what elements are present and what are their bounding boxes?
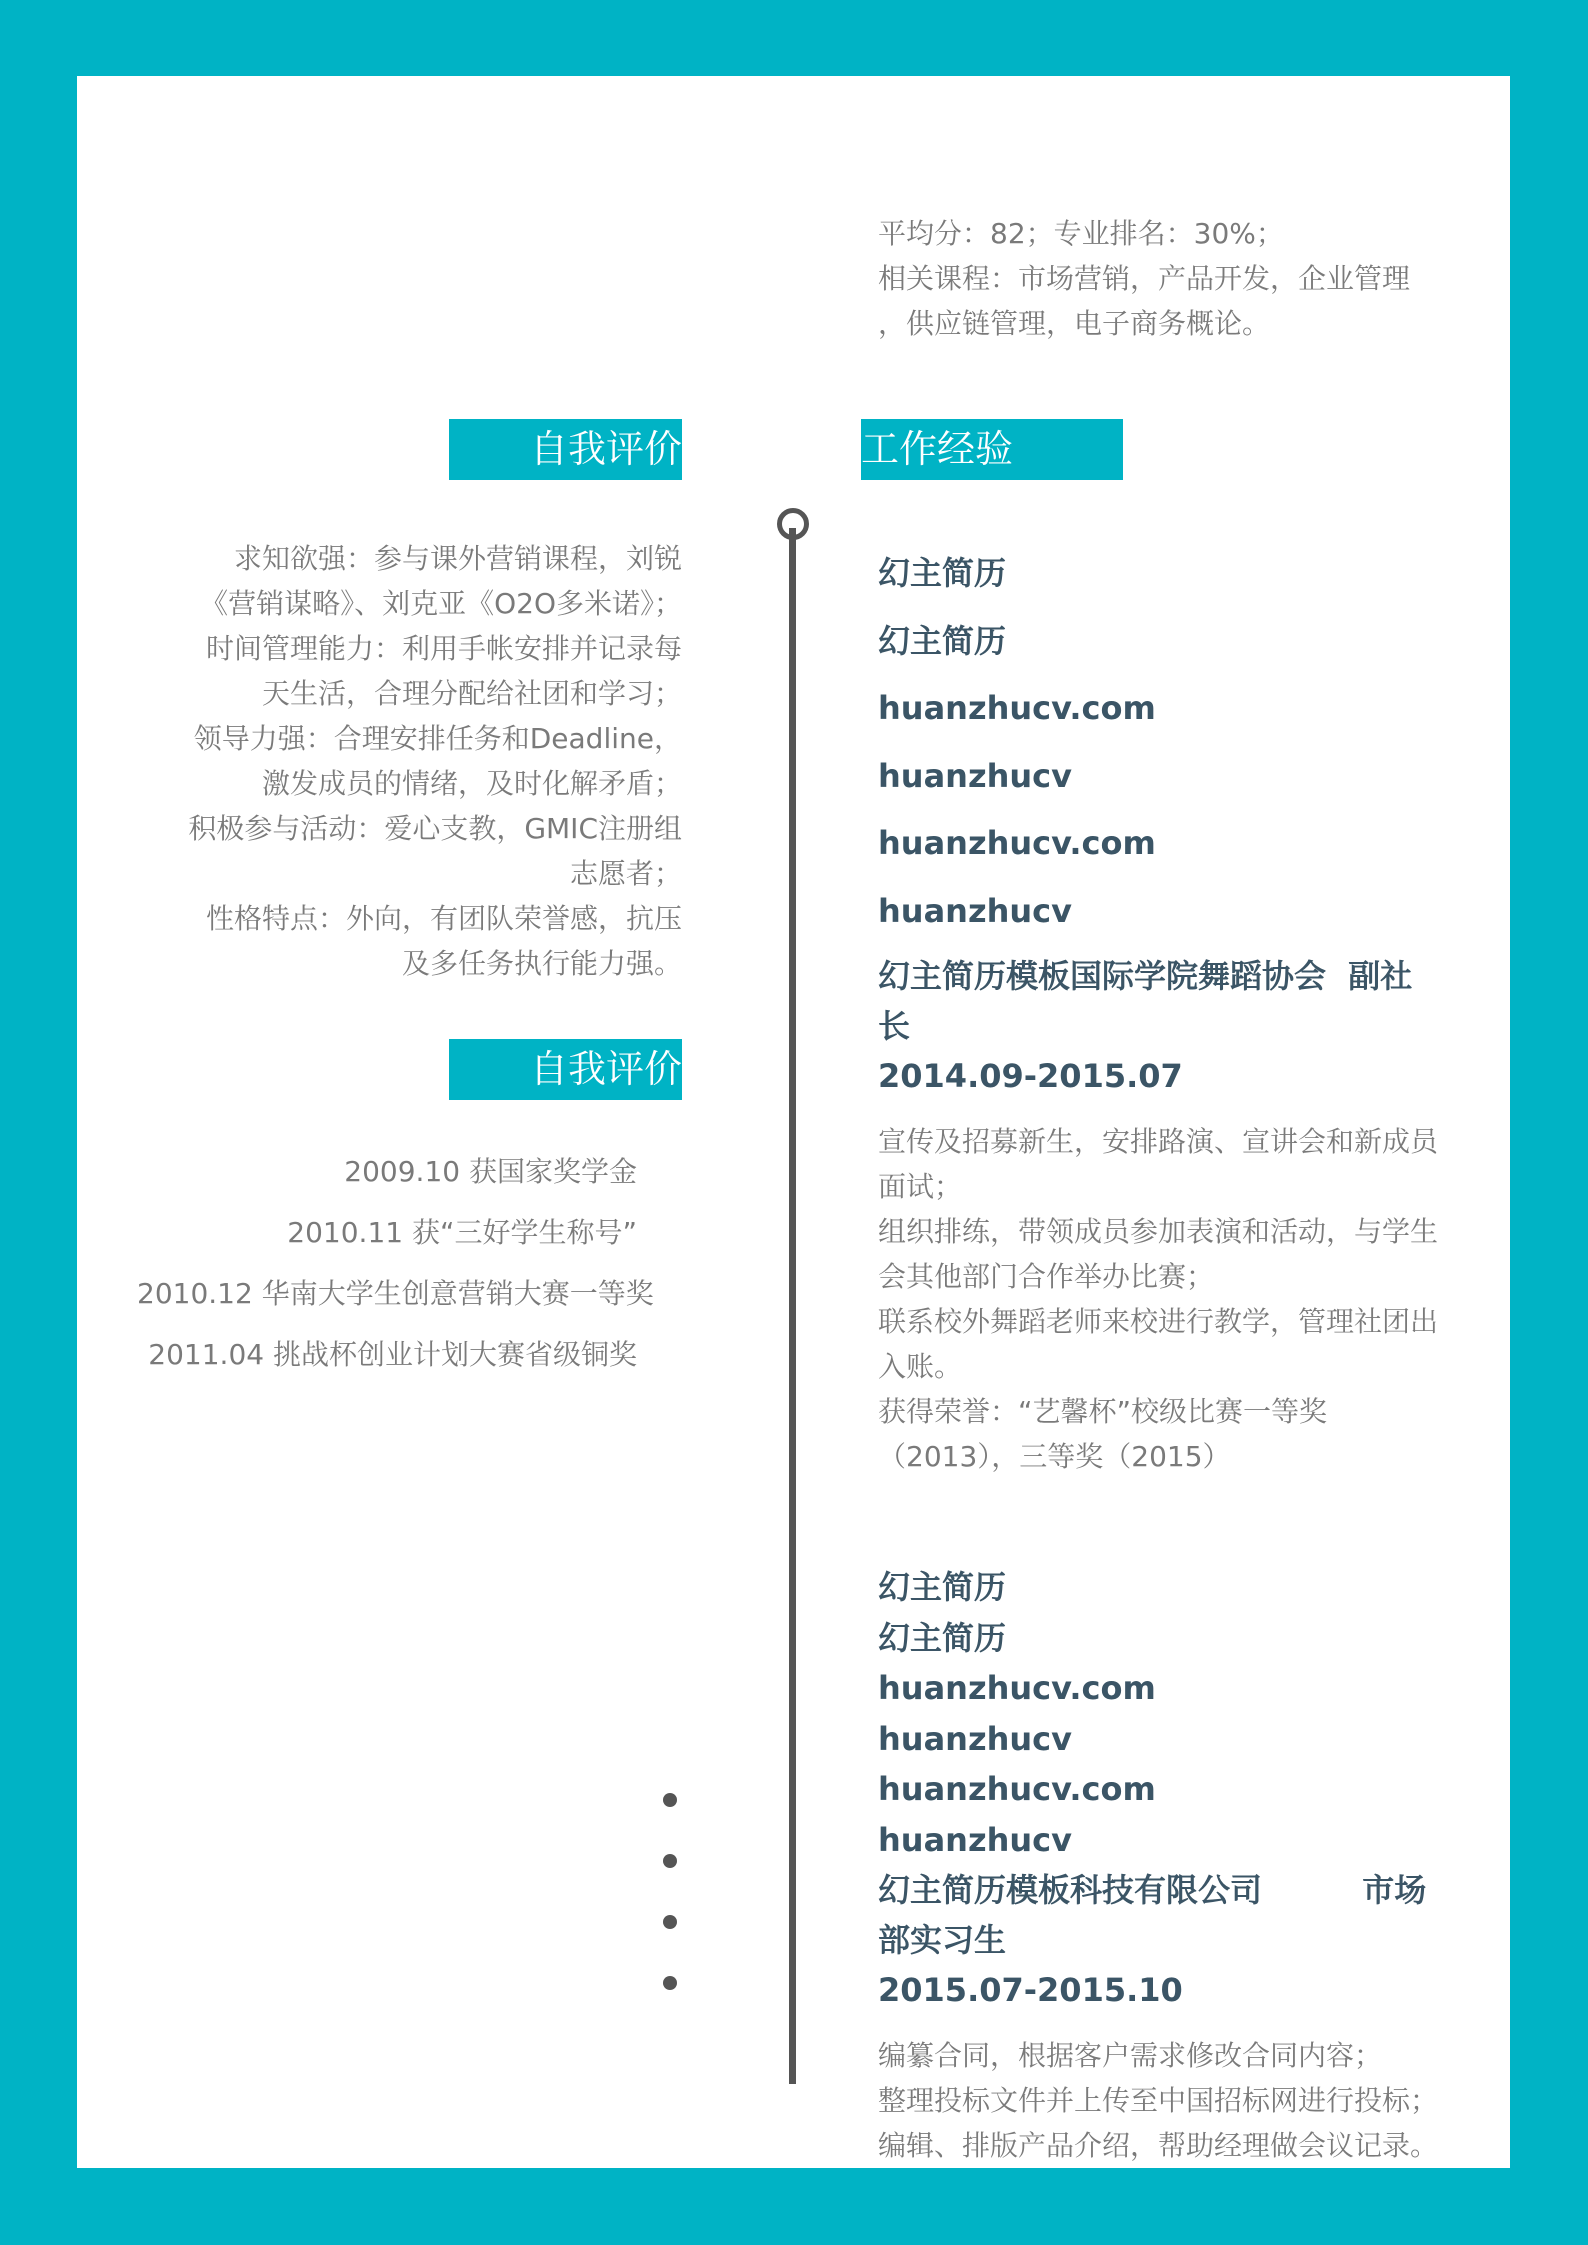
award-item: 2010.11 获“三好学生称号”: [287, 1216, 637, 1249]
self-evaluation-item: 性格特点：外向，有团队荣誉感，抗压及多任务执行能力强。: [205, 902, 682, 980]
job-line: huanzhucv.com: [878, 1669, 1156, 1707]
job-title: [878, 951, 1438, 1051]
job-organization: 幻主简历模板国际学院舞蹈协会: [878, 957, 1327, 995]
job-entry: [878, 1562, 1438, 2168]
job-role: 市场部实习生: [878, 1871, 1427, 1959]
award-item: 2011.04 挑战杯创业计划大赛省级铜奖: [148, 1338, 637, 1371]
job-period: 2014.09-2015.07: [878, 1057, 1183, 1095]
job-entry: [878, 540, 1438, 1479]
job-role: 副社长: [878, 957, 1413, 1045]
job-description-item: 获得荣誉：“艺馨杯”校级比赛一等奖（2013），三等奖（2015）: [878, 1395, 1328, 1473]
awards-list: [137, 1141, 654, 1385]
job-description: [878, 1119, 1438, 1479]
self-evaluation-heading: 自我评价: [449, 419, 682, 480]
self-evaluation-list: [187, 536, 682, 986]
job-organization: 幻主简历模板科技有限公司: [878, 1871, 1263, 1909]
job-description-item: 整理投标文件并上传至中国招标网进行投标；: [878, 2084, 1439, 2117]
decorative-dot: [663, 1854, 677, 1868]
self-evaluation-item: 积极参与活动：爱心支教，GMIC注册组志愿者；: [188, 812, 682, 890]
education-line: ，供应链管理，电子商务概论。: [878, 307, 1271, 340]
job-description-item: 编辑、排版产品介绍，帮助经理做会议记录。: [878, 2129, 1439, 2162]
resume-page: [77, 76, 1510, 2168]
job-description: [878, 2033, 1438, 2168]
self-evaluation-item: 求知欲强：参与课外营销课程，刘锐《营销谋略》、刘克亚《O2O多米诺》；: [200, 542, 682, 620]
work-experience-heading: 工作经验: [861, 419, 1123, 480]
award-item: 2010.12 华南大学生创意营销大赛一等奖: [137, 1277, 654, 1310]
job-line: 幻主简历: [878, 621, 1007, 660]
job-line: huanzhucv: [878, 1719, 1072, 1758]
education-line: 相关课程：市场营销，产品开发，企业管理: [878, 262, 1411, 295]
job-line: 幻主简历: [878, 554, 1007, 592]
job-line: huanzhucv.com: [878, 1770, 1156, 1808]
awards-heading: 自我评价: [449, 1039, 682, 1100]
job-title: [878, 1865, 1438, 1965]
education-line: 平均分：82；专业排名：30%；: [878, 217, 1284, 250]
job-description-item: 组织排练，带领成员参加表演和活动，与学生会其他部门合作举办比赛；: [878, 1215, 1439, 1293]
award-item: 2009.10 获国家奖学金: [344, 1155, 637, 1188]
job-line: huanzhucv: [878, 756, 1072, 795]
job-description-item: 宣传及招募新生，安排路演、宣讲会和新成员面试；: [878, 1125, 1439, 1203]
job-description-item: 联系校外舞蹈老师来校进行教学，管理社团出入账。: [878, 1305, 1439, 1383]
job-line: huanzhucv: [878, 891, 1072, 930]
self-evaluation-item: 领导力强：合理安排任务和Deadline，激发成员的情绪，及时化解矛盾；: [193, 722, 682, 800]
job-period: 2015.07-2015.10: [878, 1971, 1183, 2009]
decorative-dot: [663, 1793, 677, 1807]
job-line: 幻主简历: [878, 1618, 1007, 1657]
decorative-dot: [663, 1976, 677, 1990]
timeline-line: [789, 528, 796, 2084]
job-description-item: 编纂合同，根据客户需求修改合同内容；: [878, 2039, 1383, 2072]
job-line: huanzhucv.com: [878, 824, 1156, 862]
decorative-dot: [663, 1915, 677, 1929]
job-line: 幻主简历: [878, 1568, 1007, 1606]
job-line: huanzhucv.com: [878, 689, 1156, 727]
self-evaluation-item: 时间管理能力：利用手帐安排并记录每天生活，合理分配给社团和学习；: [205, 632, 682, 710]
education-details: [878, 211, 1438, 346]
job-line: huanzhucv: [878, 1820, 1072, 1859]
